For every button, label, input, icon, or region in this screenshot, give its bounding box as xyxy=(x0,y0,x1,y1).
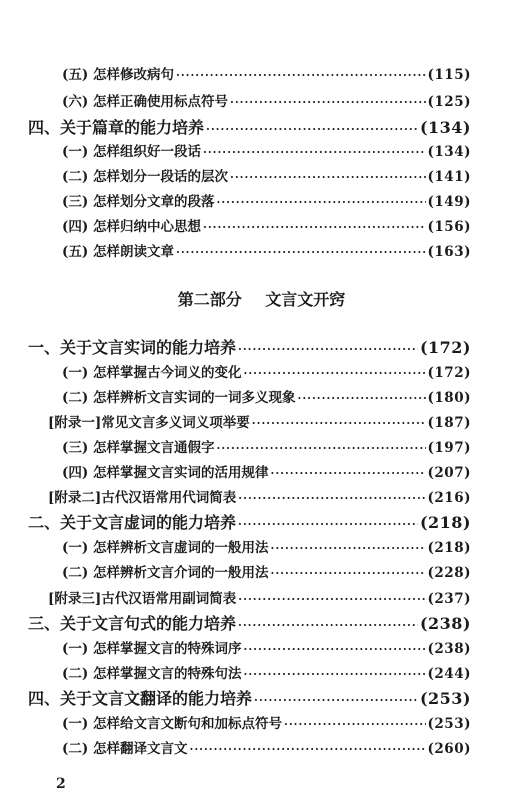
toc-page: (207) xyxy=(427,465,471,481)
toc-section xyxy=(28,335,471,358)
toc-label: (一) 怎样掌握文言的特殊词序 xyxy=(62,641,242,657)
toc-appendix xyxy=(48,486,471,506)
toc-page: (253) xyxy=(419,689,471,708)
dot-leader xyxy=(270,467,425,480)
dot-leader xyxy=(238,492,425,505)
toc-entry xyxy=(62,140,471,160)
toc-entry xyxy=(62,662,471,682)
toc-page: (218) xyxy=(427,540,471,556)
toc-label: (三) 怎样掌握文言通假字 xyxy=(62,440,215,456)
toc-entry xyxy=(62,461,471,481)
toc-entry xyxy=(62,215,471,235)
toc-entry xyxy=(62,90,471,110)
toc-page: (228) xyxy=(427,565,471,581)
toc-page: (244) xyxy=(427,666,471,682)
dot-leader xyxy=(238,518,418,531)
dot-leader xyxy=(254,694,418,707)
toc-entry xyxy=(62,712,471,732)
toc-label: (二) 怎样掌握文言的特殊句法 xyxy=(62,666,242,682)
toc-entry xyxy=(62,536,471,556)
toc-appendix xyxy=(48,411,471,431)
toc-label: (四) 怎样归纳中心思想 xyxy=(62,219,201,235)
dot-leader xyxy=(284,718,426,731)
dot-leader xyxy=(176,246,426,259)
toc-page: (237) xyxy=(427,591,471,607)
dot-leader xyxy=(297,392,425,405)
toc-label: (一) 怎样辨析文言虚词的一般用法 xyxy=(62,540,269,556)
toc-page: (149) xyxy=(427,194,471,210)
toc-label: (一) 怎样组织好一段话 xyxy=(62,144,201,160)
toc-label: (四) 怎样掌握文言实词的活用规律 xyxy=(62,465,269,481)
toc-page: (172) xyxy=(427,365,471,381)
toc-page: (141) xyxy=(427,169,471,185)
dot-leader xyxy=(238,343,418,356)
toc-entry xyxy=(62,190,471,210)
dot-leader xyxy=(238,619,418,632)
toc-page: (163) xyxy=(427,244,471,260)
toc-section xyxy=(28,115,471,138)
toc-entry xyxy=(62,436,471,456)
toc-page: (115) xyxy=(427,67,471,83)
toc-label: (五) 怎样朗读文章 xyxy=(62,244,174,260)
toc-label: (二) 怎样划分一段话的层次 xyxy=(62,169,228,185)
toc-label: 二、关于文言虚词的能力培养 xyxy=(28,513,237,532)
page-number: 2 xyxy=(56,776,66,792)
toc-page: (238) xyxy=(427,641,471,657)
toc-label: [附录二]古代汉语常用代词简表 xyxy=(48,490,237,506)
dot-leader xyxy=(203,221,426,234)
toc-label: (三) 怎样划分文章的段落 xyxy=(62,194,215,210)
toc-label: (二) 怎样辨析文言实词的一词多义现象 xyxy=(62,390,296,406)
dot-leader xyxy=(238,593,425,606)
toc-label: 一、关于文言实词的能力培养 xyxy=(28,338,237,357)
toc-label: (一) 怎样给文言文断句和加标点符号 xyxy=(62,716,282,732)
dot-leader xyxy=(216,196,425,209)
toc-page: (134) xyxy=(427,144,471,160)
dot-leader xyxy=(176,69,426,82)
toc-page: (134) xyxy=(419,118,471,137)
toc-entry xyxy=(62,63,471,83)
toc-entry xyxy=(62,386,471,406)
dot-leader xyxy=(270,567,425,580)
dot-leader xyxy=(216,442,425,455)
dot-leader xyxy=(243,643,425,656)
dot-leader xyxy=(270,542,425,555)
toc-label: [附录三]古代汉语常用副词简表 xyxy=(48,591,237,607)
toc-page: (216) xyxy=(427,490,471,506)
toc-label: 四、关于文言文翻译的能力培养 xyxy=(28,689,253,708)
toc-appendix xyxy=(48,587,471,607)
toc-label: (一) 怎样掌握古今词义的变化 xyxy=(62,365,242,381)
toc-entry xyxy=(62,561,471,581)
toc-page: (218) xyxy=(419,513,471,532)
part-title: 第二部分 文言文开窍 xyxy=(177,290,346,309)
toc-page: (180) xyxy=(427,390,471,406)
toc-page: (156) xyxy=(427,219,471,235)
toc-entry xyxy=(62,361,471,381)
toc-page: (260) xyxy=(427,741,471,757)
toc-page: (253) xyxy=(427,716,471,732)
toc-entry xyxy=(62,165,471,185)
dot-leader xyxy=(206,123,418,136)
toc-section xyxy=(28,510,471,533)
dot-leader xyxy=(252,417,426,430)
toc-label: 四、关于篇章的能力培养 xyxy=(28,118,205,137)
toc-page: (125) xyxy=(427,94,471,110)
dot-leader xyxy=(243,367,425,380)
toc-entry xyxy=(62,637,471,657)
dot-leader xyxy=(203,146,426,159)
toc-page: (187) xyxy=(427,415,471,431)
dot-leader xyxy=(230,96,426,109)
toc-label: [附录一]常见文言多义词义项举要 xyxy=(48,415,250,431)
toc-section xyxy=(28,611,471,634)
toc-label: 三、关于文言句式的能力培养 xyxy=(28,614,237,633)
toc-entry xyxy=(62,240,471,260)
toc-section xyxy=(28,686,471,709)
toc-page: (172) xyxy=(419,338,471,357)
toc-label: (五) 怎样修改病句 xyxy=(62,67,174,83)
dot-leader xyxy=(230,171,426,184)
dot-leader xyxy=(243,668,425,681)
toc-entry xyxy=(62,737,471,757)
dot-leader xyxy=(189,743,425,756)
toc-label: (二) 怎样辨析文言介词的一般用法 xyxy=(62,565,269,581)
toc-label: (二) 怎样翻译文言文 xyxy=(62,741,188,757)
toc-label: (六) 怎样正确使用标点符号 xyxy=(62,94,228,110)
toc-page: (197) xyxy=(427,440,471,456)
toc-page: (238) xyxy=(419,614,471,633)
